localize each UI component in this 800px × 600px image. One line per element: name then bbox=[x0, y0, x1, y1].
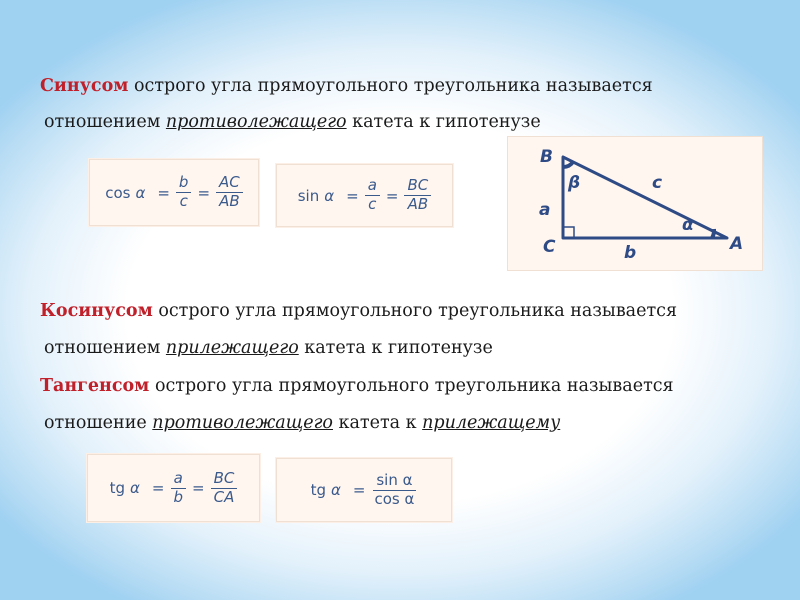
tg-sin-cos-formula-card bbox=[276, 458, 452, 522]
tg2-f1-num: sin α bbox=[373, 473, 415, 491]
cosine-term: Косинусом bbox=[40, 301, 153, 321]
cos-var: α bbox=[135, 183, 146, 202]
vertex-c-label: C bbox=[543, 237, 556, 257]
cos-formula-card bbox=[89, 159, 259, 226]
tangent-definition-line2 bbox=[44, 413, 560, 433]
side-a-label: a bbox=[539, 200, 551, 220]
cos-fn: cos bbox=[105, 183, 131, 202]
sine-emphasis: противолежащего bbox=[165, 112, 347, 132]
tg-ratio-formula bbox=[88, 455, 259, 521]
vertex-b-label: B bbox=[540, 147, 553, 167]
tg2-f1-den: cos α bbox=[374, 489, 415, 508]
tg1-var: α bbox=[130, 479, 140, 497]
cos-f1-num: b bbox=[176, 175, 192, 193]
triangle-diagram-card bbox=[507, 136, 763, 271]
cos-eq1: = bbox=[157, 183, 170, 202]
sin-eq2: = bbox=[385, 186, 399, 205]
sin-fraction-2 bbox=[404, 178, 431, 213]
tangent-emphasis-1: противолежащего bbox=[152, 413, 333, 433]
sin-formula bbox=[277, 165, 452, 226]
tg1-fraction-2 bbox=[211, 468, 238, 506]
tg1-f2-den: CA bbox=[213, 487, 235, 506]
tg2-var: α bbox=[331, 481, 341, 499]
tg-sin-cos-formula bbox=[277, 459, 451, 521]
sin-f1-den: c bbox=[368, 195, 377, 213]
sin-fn: sin bbox=[297, 186, 320, 205]
sin-var: α bbox=[324, 186, 335, 205]
tangent-term: Тангенсом bbox=[40, 376, 150, 396]
cos-fraction-1 bbox=[176, 175, 192, 210]
cos-formula bbox=[90, 160, 258, 225]
tangent-line2-start: отношение bbox=[44, 413, 153, 433]
side-b-label: b bbox=[624, 243, 637, 263]
tg2-fraction bbox=[371, 470, 417, 508]
sine-line2-start: отношением bbox=[44, 112, 166, 132]
right-angle-mark bbox=[563, 227, 574, 238]
tangent-emphasis-2: прилежащему bbox=[422, 413, 561, 433]
cos-fraction-2 bbox=[216, 175, 243, 210]
tg2-eq1: = bbox=[352, 481, 366, 499]
cos-eq2: = bbox=[197, 183, 211, 202]
tg-ratio-formula-card bbox=[87, 454, 260, 522]
sine-definition-line1 bbox=[40, 76, 653, 96]
cosine-emphasis: прилежащего bbox=[165, 338, 299, 358]
sine-line1-text: острого угла прямоугольного треугольника называется bbox=[128, 76, 653, 96]
cos-f2-num: AC bbox=[216, 175, 243, 193]
cosine-line2-end: катета к гипотенузе bbox=[298, 338, 493, 358]
sine-term: Синусом bbox=[40, 76, 129, 96]
sin-fraction-1 bbox=[365, 178, 380, 213]
sine-definition-line2 bbox=[44, 112, 541, 132]
triangle-shape bbox=[563, 157, 727, 238]
tg1-f2-num: BC bbox=[211, 471, 238, 489]
sin-f2-num: BC bbox=[404, 178, 431, 196]
tg1-fraction-1 bbox=[171, 468, 187, 506]
tg1-eq2: = bbox=[192, 479, 205, 497]
angle-beta-label: β bbox=[568, 173, 581, 193]
sin-formula-card bbox=[276, 164, 453, 227]
sine-line2-end: катета к гипотенузе bbox=[346, 112, 541, 132]
tg1-f1-num: a bbox=[171, 471, 186, 489]
tg1-f1-den: b bbox=[173, 487, 184, 506]
cosine-definition-line2 bbox=[44, 338, 493, 358]
cosine-line2-start: отношением bbox=[44, 338, 166, 358]
tangent-line2-mid: катета к bbox=[332, 413, 423, 433]
side-c-label: c bbox=[652, 173, 663, 193]
angle-a-arc bbox=[712, 229, 714, 238]
tg1-eq1: = bbox=[151, 479, 165, 497]
cos-f1-den: c bbox=[179, 192, 188, 210]
cos-f2-den: AB bbox=[219, 192, 240, 210]
tg2-fn: tg bbox=[310, 481, 327, 499]
tg1-fn: tg bbox=[109, 479, 126, 497]
sin-f2-den: AB bbox=[407, 195, 429, 213]
sin-f1-num: a bbox=[365, 178, 380, 196]
sin-eq1: = bbox=[346, 186, 359, 205]
tangent-definition-line1 bbox=[40, 376, 674, 396]
vertex-a-label: A bbox=[730, 234, 744, 254]
cosine-definition-line1 bbox=[40, 301, 677, 321]
tangent-line1-text: острого угла прямоугольного треугольника называется bbox=[149, 376, 674, 396]
cosine-line1-text: острого угла прямоугольного треугольника называется bbox=[152, 301, 677, 321]
angle-alpha-label: α bbox=[682, 215, 694, 235]
